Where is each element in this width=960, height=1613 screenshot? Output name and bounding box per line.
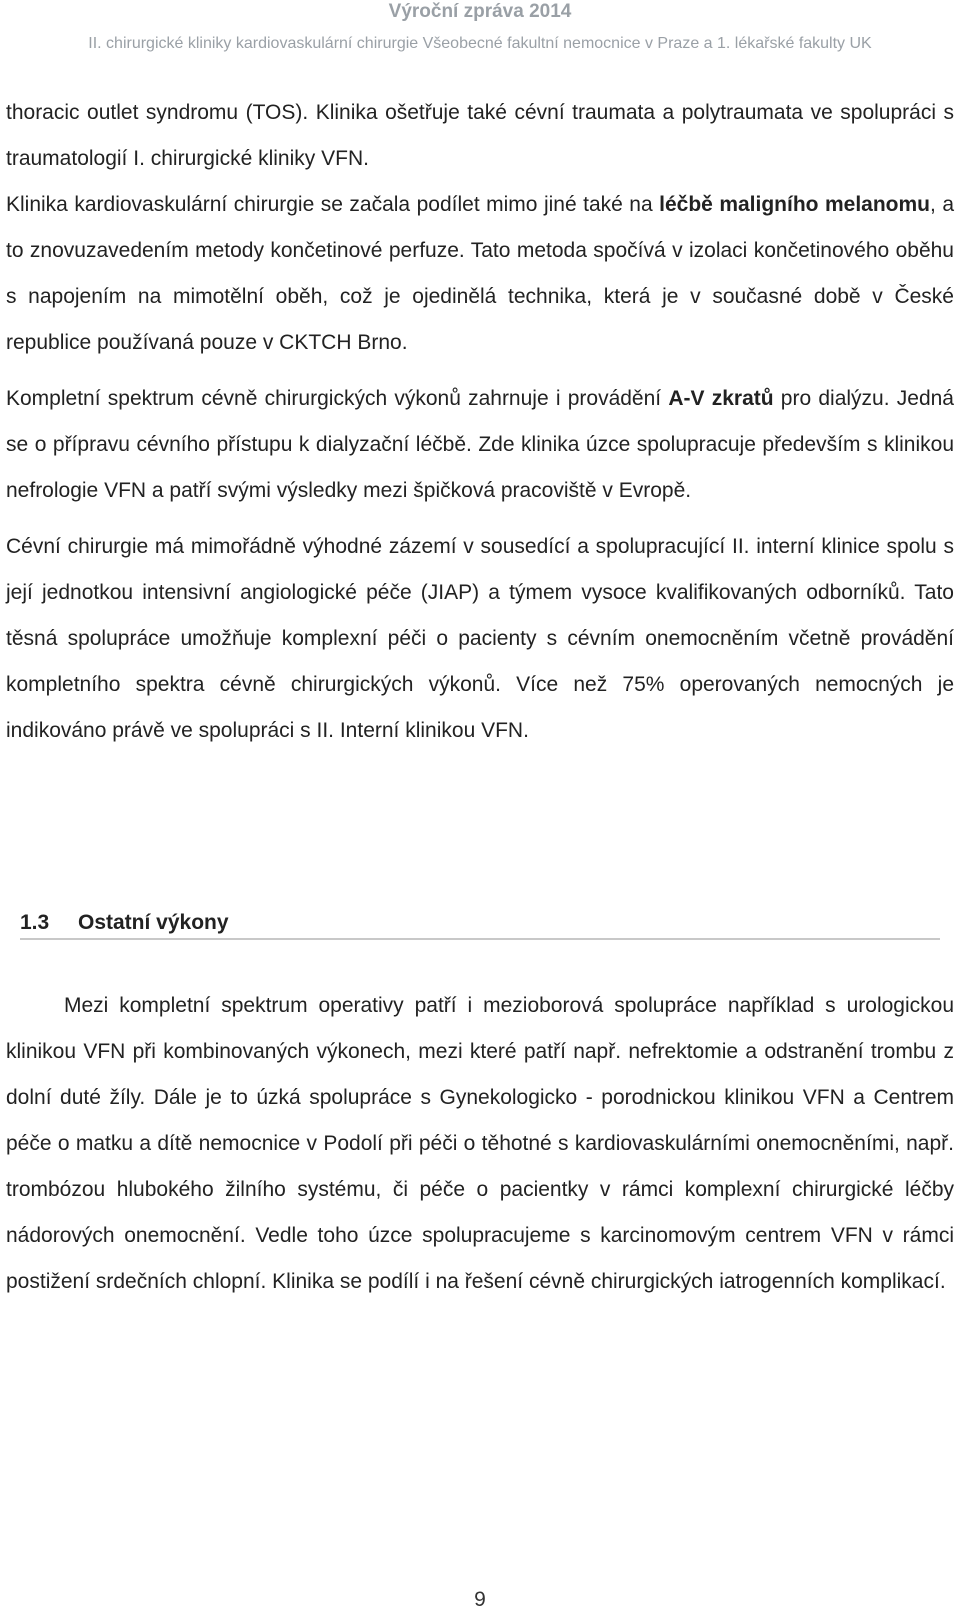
report-title: Výroční zpráva 2014 [388,1,572,22]
paragraph-melanoma-text-a: Klinika kardiovaskulární chirurgie se začala podílet mimo jiné také na [6,193,660,216]
paragraph-other-text: Mezi kompletní spektrum operativy patří i mezioborová spolupráce například s urologickou klinikou VFN při kombinovaných výkonech, mezi které patří např. nefrektomie a odstranění trombu z dolní duté žíly. Dále je to úzká spolupráce s Gynekologicko - porodnickou klinikou VFN a Centrem péče o matku a dítě nemocnice v Podolí při péči o těhotné s kardiovaskulárními onemocněními, např. trombózou hlubokého žilního systému, či péče o pacientky v rámci komplexní chirurgické léčby nádorových onemocnění. Vedle toho úzce spolupracujeme s karcinomovým centrem VFN v rámci postižení srdečních chlopní. Klinika se podílí i na řešení cévně chirurgických iatrogenních komplikací. [6,994,954,1293]
report-subtitle: II. chirurgické kliniky kardiovaskulární chirurgie Všeobecné fakultní nemocnice v Praze a 1. lékařské fakulty UK [88,35,872,52]
body-text [6,90,954,754]
paragraph-melanoma-bold: léčbě maligního melanomu [659,193,930,216]
paragraph-av-text-b: pro dialýzu. Jedná se o přípravu cévního přístupu k dialyzační léčbě. Zde klinika úzce spolupracuje především s klinikou nefrologie VFN a patří svými výsledky mezi špičková pracoviště v Evropě. [6,387,954,502]
section-divider [20,938,940,940]
section-number: 1.3 [20,911,50,934]
paragraph-av-bold: A-V zkratů [668,387,774,410]
paragraph-other-procedures [6,983,954,1305]
section-heading [20,908,229,938]
section-title: Ostatní výkony [78,911,229,934]
section-body [6,983,954,1305]
paragraph-av-text-a: Kompletní spektrum cévně chirurgických výkonů zahrnuje i provádění [6,387,669,410]
paragraph-cooperation: Cévní chirurgie má mimořádně výhodné zázemí v sousedící a spolupracující II. interní klinice spolu s její jednotkou intensivní angiologické péče (JIAP) a týmem vysoce kvalifikovaných odborníků. Tato těsná spolupráce umožňuje komplexní péči o pacienty s cévním onemocněním včetně provádění kompletního spektra cévně chirurgických výkonů. Více než 75% operovaných nemocných je indikováno právě ve spolupráci s II. Interní klinikou VFN. [6,535,954,742]
paragraph-tos: thoracic outlet syndromu (TOS). Klinika ošetřuje také cévní traumata a polytraumata ve spolupráci s traumatologií I. chirurgické kliniky VFN. [6,101,954,170]
page-number: 9 [474,1588,486,1611]
paragraph-melanoma-text-b: , a to znovuzavedením metody končetinové perfuze. Tato metoda spočívá v izolaci končetinového oběhu s napojením na mimotělní oběh, což je ojedinělá technika, která je v současné době v České republice používaná pouze v CKTCH Brno. [6,193,954,354]
paragraph-melanoma [6,182,954,366]
paragraph-av-shunts [6,376,954,514]
